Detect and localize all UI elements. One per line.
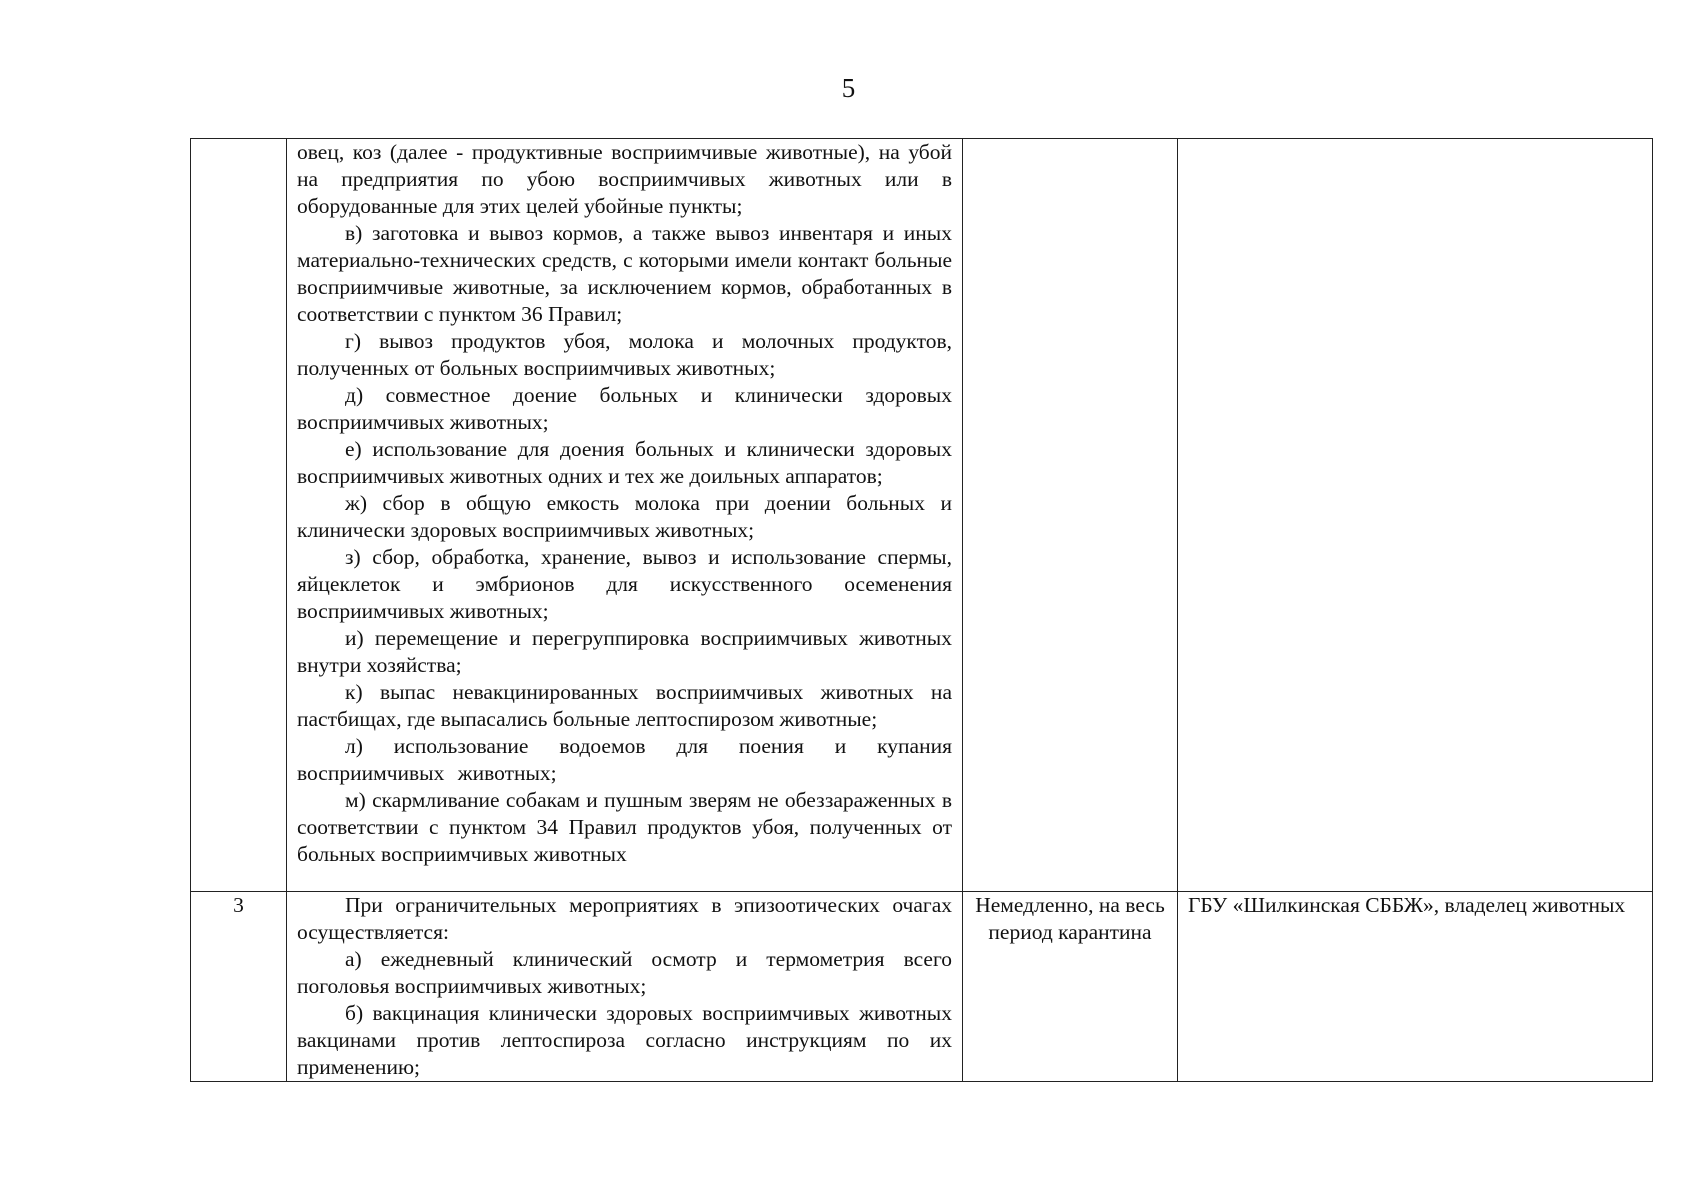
measure-text <box>287 139 963 892</box>
measure-paragraph: ж) сбор в общую емкость молока при доении больных и клинически здоровых восприимчивых животных; <box>297 491 952 542</box>
measure-paragraph: При ограничительных мероприятиях в эпизоотических очагах осуществляется: <box>297 893 952 944</box>
measures-table <box>190 138 1653 1082</box>
measure-paragraph: к) выпас невакцинированных восприимчивых животных на пастбищах, где выпасались больные лептоспирозом животные; <box>297 680 952 731</box>
measure-text <box>287 892 963 1082</box>
measure-paragraph: а) ежедневный клинический осмотр и термометрия всего поголовья восприимчивых животных; <box>297 947 952 998</box>
page-number: 5 <box>841 73 856 103</box>
measure-paragraph: и) перемещение и перегруппировка восприимчивых животных внутри хозяйства; <box>297 626 952 677</box>
period-cell <box>963 139 1178 892</box>
measure-paragraph: е) использование для доения больных и клинически здоровых восприимчивых животных одних и тех же доильных аппаратов; <box>297 437 952 488</box>
table-row <box>191 139 1653 892</box>
measure-paragraph: д) совместное доение больных и клинически здоровых восприимчивых животных; <box>297 383 952 434</box>
row-number <box>191 139 287 892</box>
measure-paragraph: овец, коз (далее - продуктивные восприимчивые животные), на убой на предприятия по убою восприимчивых животных или в оборудованные для этих целей убойные пункты; <box>297 140 952 218</box>
period-cell: Немедленно, на весь период карантина <box>963 892 1178 1082</box>
measure-paragraph: л) использование водоемов для поения и купания восприимчивых животных; <box>297 734 952 785</box>
responsible-cell <box>1178 139 1653 892</box>
row-number: 3 <box>191 892 287 1082</box>
measure-paragraph: г) вывоз продуктов убоя, молока и молочных продуктов, полученных от больных восприимчивых животных; <box>297 329 952 380</box>
measure-paragraph: б) вакцинация клинически здоровых восприимчивых животных вакцинами против лептоспироза согласно инструкциям по их применению; <box>297 1001 952 1079</box>
measure-paragraph: з) сбор, обработка, хранение, вывоз и использование спермы, яйцеклеток и эмбрионов для искусственного осеменения восприимчивых животных; <box>297 545 952 623</box>
responsible-cell: ГБУ «Шилкинская СББЖ», владелец животных <box>1178 892 1653 1082</box>
measure-paragraph: в) заготовка и вывоз кормов, а также вывоз инвентаря и иных материально-технических средств, с которыми имели контакт больные восприимчивые животные, за исключением кормов, обработанных в соответствии с пунктом 36 Правил; <box>297 221 952 326</box>
measure-paragraph: м) скармливание собакам и пушным зверям не обеззараженных в соответствии с пунктом 34 Правил продуктов убоя, полученных от больных восприимчивых животных <box>297 788 952 866</box>
table-row <box>191 892 1653 1082</box>
